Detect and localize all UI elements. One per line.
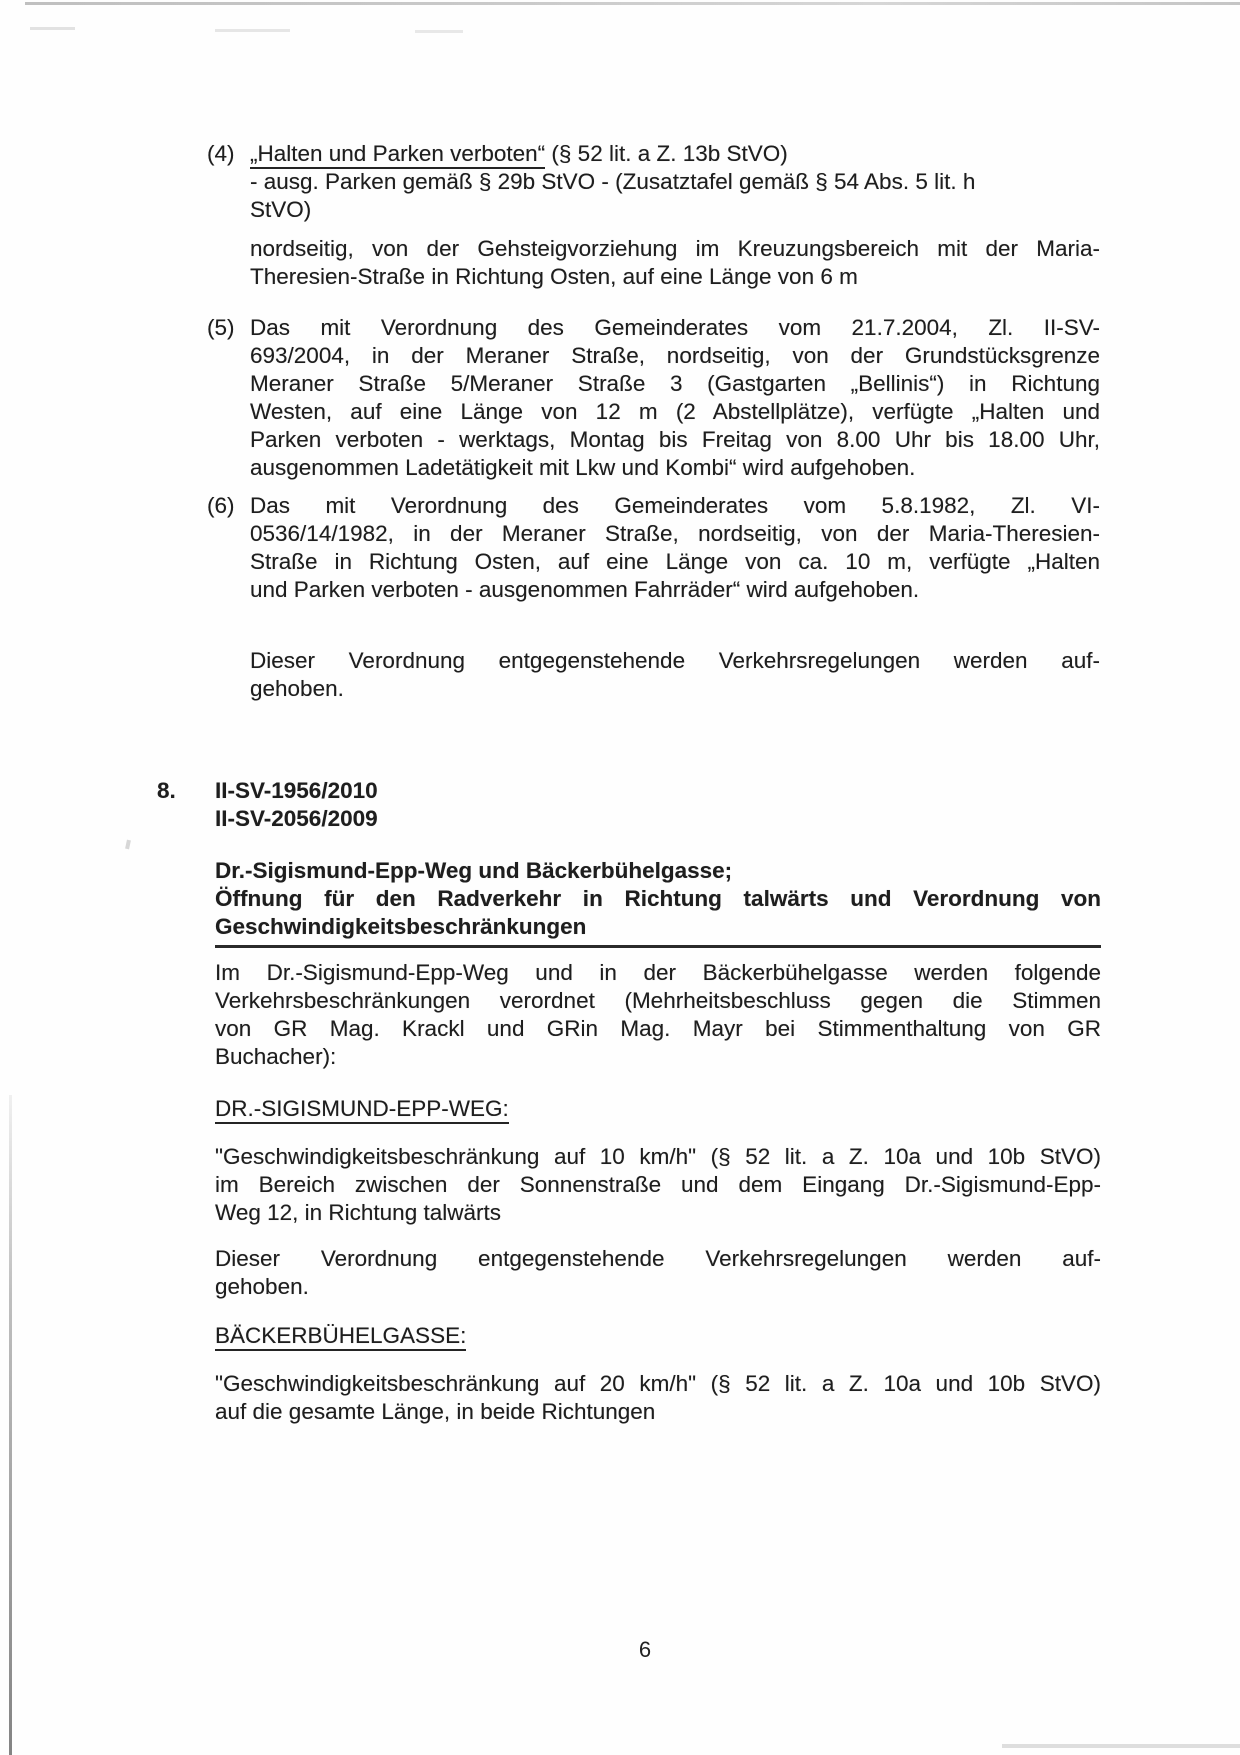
list-item-5 [207,314,1100,482]
text-line: Das mit Verordnung des Gemeinderates vom 21.7.2004, Zl. II-SV- [250,315,1100,340]
heading-line: Öffnung für den Radverkehr in Richtung talwärts und Verordnung von [215,886,1101,911]
list-item-5-marker: (5) [207,315,235,340]
underlined-subheading: BÄCKERBÜHELGASSE: [215,1323,466,1351]
text-line: Straße in Richtung Osten, auf eine Länge von ca. 10 m, verfügte „Halten [250,549,1100,574]
text-line: gehoben. [250,676,344,701]
text-line: Parken verboten - werktags, Montag bis Freitag von 8.00 Uhr bis 18.00 Uhr, [250,427,1100,452]
subheading-dr-sigismund-epp-weg [215,1095,1101,1123]
scan-artifact-smudge [215,29,290,32]
section-8-intro [215,959,1101,1071]
text-line: - ausg. Parken gemäß § 29b StVO - (Zusatztafel gemäß § 54 Abs. 5 lit. h [250,169,976,194]
text-line: Westen, auf eine Länge von 12 m (2 Abstellplätze), verfügte „Halten und [250,399,1100,424]
underlined-subheading: DR.-SIGISMUND-EPP-WEG: [215,1096,509,1124]
text-line: nordseitig, von der Gehsteigvorziehung im Kreuzungsbereich mit der Maria- [250,236,1100,261]
text-line: "Geschwindigkeitsbeschränkung auf 10 km/h" (§ 52 lit. a Z. 10a und 10b StVO) [215,1144,1101,1169]
text-line: ausgenommen Ladetätigkeit mit Lkw und Kombi“ wird aufgehoben. [250,455,916,480]
scan-artifact-smudge [415,30,463,33]
text-line: im Bereich zwischen der Sonnenstraße und dem Eingang Dr.-Sigismund-Epp- [215,1172,1101,1197]
page-number: 6 [638,1637,652,1662]
reference-number: II-SV-1956/2010 [215,778,378,803]
list-item-6 [207,492,1100,604]
repeal-clause [215,1245,1101,1301]
list-item-4-title [250,140,1100,168]
text-line: StVO) [250,197,312,222]
text-line: "Geschwindigkeitsbeschränkung auf 20 km/h" (§ 52 lit. a Z. 10a und 10b StVO) [215,1371,1101,1396]
speed-limit-20-paragraph [215,1370,1101,1426]
scan-artifact-left-edge [9,1095,12,1755]
text-line: 0536/14/1982, in der Meraner Straße, nordseitig, von der Maria-Theresien- [250,521,1100,546]
list-item-4-paragraph-2 [250,235,1100,291]
title-rest: (§ 52 lit. a Z. 13b StVO) [545,141,788,166]
text-line: Weg 12, in Richtung talwärts [215,1200,501,1225]
scan-artifact-smudge [30,27,75,30]
list-item-4 [207,140,1100,224]
section-8-references [157,777,1101,833]
subheading-baeckerbuehelgasse [215,1322,1101,1350]
repeal-clause [250,647,1100,703]
scan-artifact-bottom-line [1002,1744,1240,1748]
text-line: auf die gesamte Länge, in beide Richtungen [215,1399,656,1424]
text-line: gehoben. [215,1274,309,1299]
text-line: Dieser Verordnung entgegenstehende Verkehrsregelungen werden auf- [250,648,1100,673]
text-line: 693/2004, in der Meraner Straße, nordseitig, von der Grundstücksgrenze [250,343,1100,368]
text-line: Meraner Straße 5/Meraner Straße 3 (Gastgarten „Bellinis“) in Richtung [250,371,1100,396]
text-line: Dieser Verordnung entgegenstehende Verkehrsregelungen werden auf- [215,1246,1101,1271]
text-line: Verkehrsbeschränkungen verordnet (Mehrheitsbeschluss gegen die Stimmen [215,988,1101,1013]
list-item-6-marker: (6) [207,493,235,518]
scan-artifact-top-line [25,2,1240,5]
scan-artifact-speck [125,840,131,850]
speed-limit-10-paragraph [215,1143,1101,1227]
list-item-4-marker: (4) [207,141,235,166]
text-line: Das mit Verordnung des Gemeinderates vom 5.8.1982, Zl. VI- [250,493,1100,518]
reference-number: II-SV-2056/2009 [215,806,378,831]
text-line: Buchacher): [215,1044,337,1069]
underlined-title: „Halten und Parken verboten“ [250,141,545,169]
heading-line: Dr.-Sigismund-Epp-Weg und Bäckerbühelgasse; [215,858,733,883]
section-8-number: 8. [157,778,176,803]
text-line: und Parken verboten - ausgenommen Fahrräder“ wird aufgehoben. [250,577,920,602]
text-line: Im Dr.-Sigismund-Epp-Weg und in der Bäckerbühelgasse werden folgende [215,960,1101,985]
text-line: von GR Mag. Krackl und GRin Mag. Mayr bei Stimmenthaltung von GR [215,1016,1101,1041]
section-8-heading [215,857,1101,948]
heading-line: Geschwindigkeitsbeschränkungen [215,914,587,939]
text-line: Theresien-Straße in Richtung Osten, auf eine Länge von 6 m [250,264,858,289]
